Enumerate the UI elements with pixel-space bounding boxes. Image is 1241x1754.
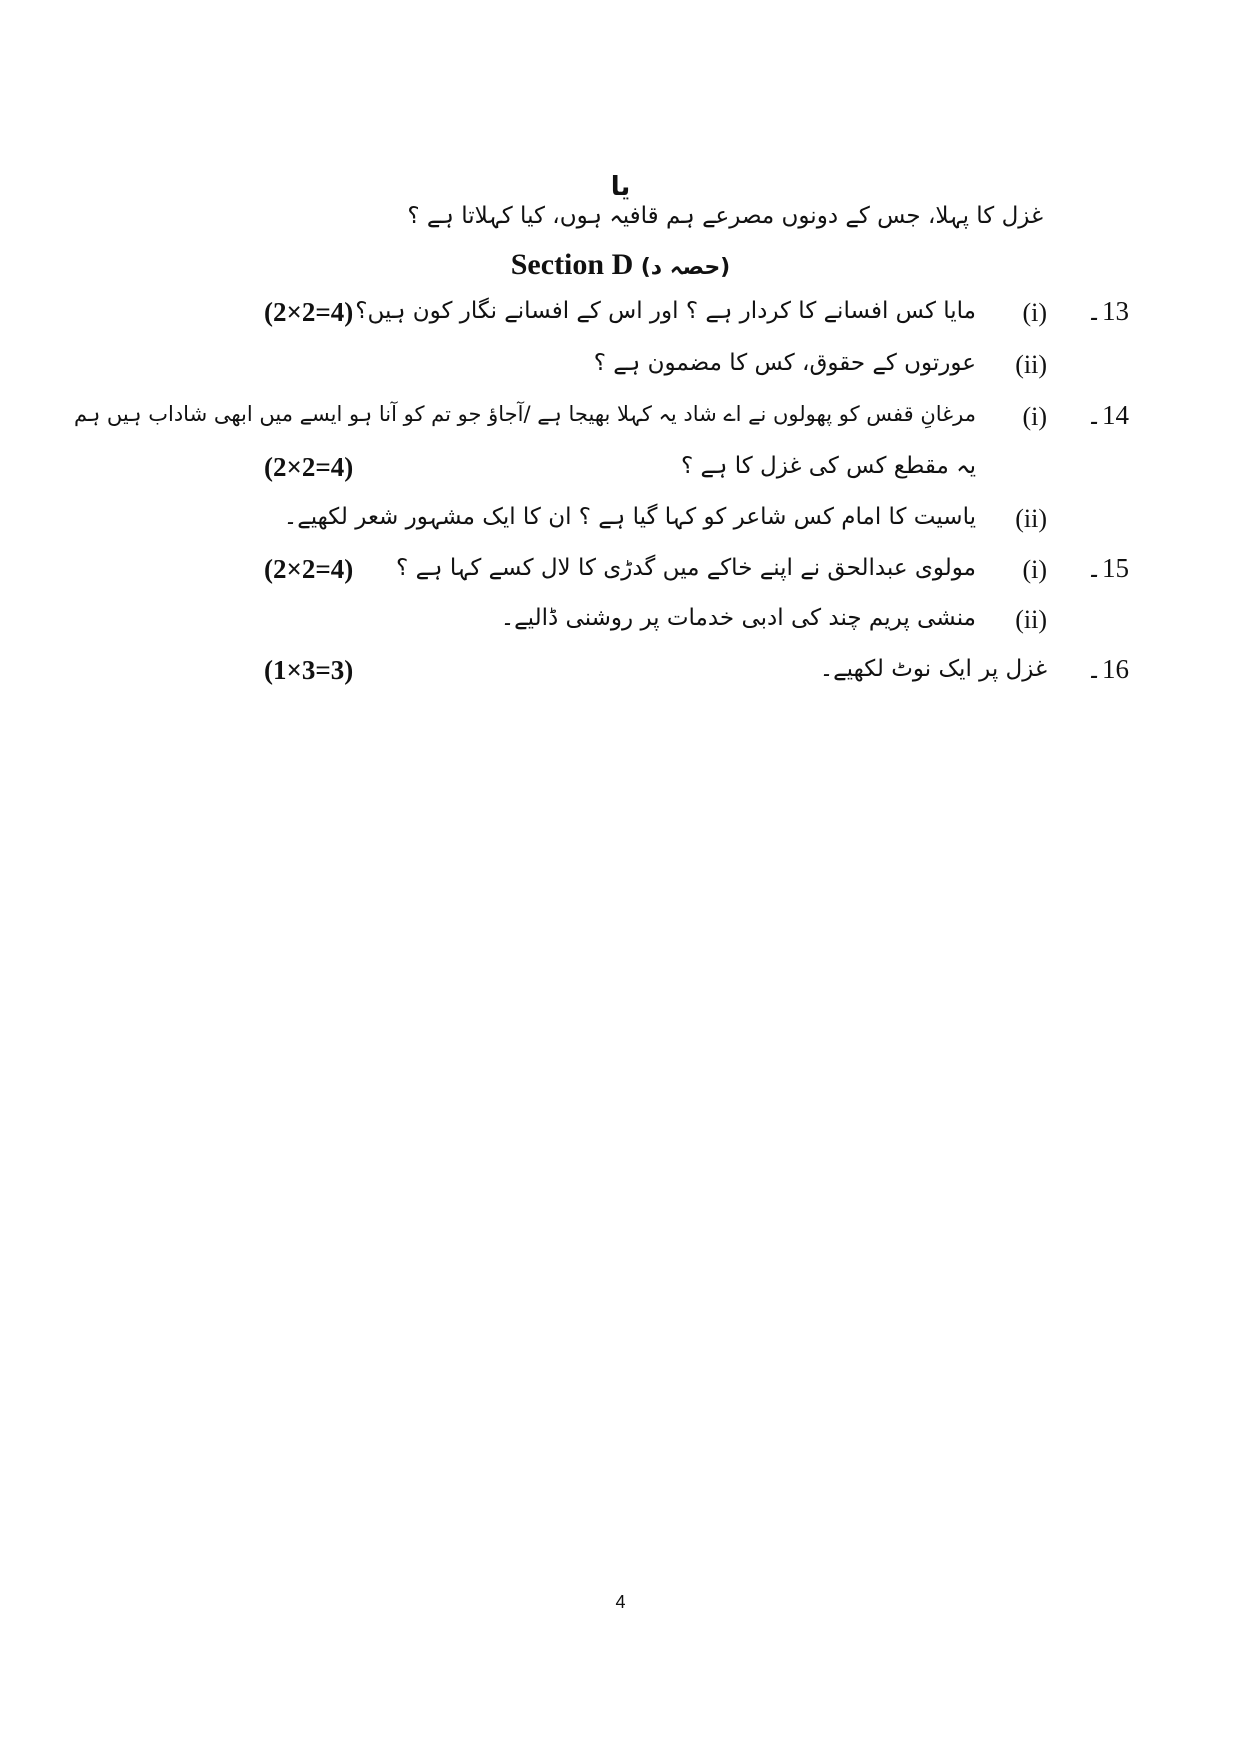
section-heading	[0, 248, 1241, 282]
q15-marks: (2×2=4)	[264, 554, 354, 584]
q13-part-ii-text: عورتوں کے حقوق، کس کا مضمون ہے ؟	[593, 350, 976, 376]
q14-part-ii-label: (ii)	[1015, 504, 1047, 533]
q14-part-ii-text: یاسیت کا امام کس شاعر کو کہا گیا ہے ؟ ان کا ایک مشہور شعر لکھیے۔	[283, 504, 976, 530]
q15-part-ii-label: (ii)	[1015, 605, 1047, 634]
q14-part-i-label: (i)	[1022, 402, 1047, 431]
q13-part-i-text: مایا کس افسانے کا کردار ہے ؟ اور اس کے افسانے نگار کون ہیں؟	[355, 298, 976, 324]
question-number-13: 13۔	[1086, 296, 1129, 326]
q15-part-i-text: مولوی عبدالحق نے اپنے خاکے میں گدڑی کا لال کسے کہا ہے ؟	[396, 555, 976, 581]
q16-marks: (1×3=3)	[264, 655, 354, 685]
page-number: 4	[615, 1592, 626, 1612]
q14-marks: (2×2=4)	[264, 452, 354, 482]
question-number-15: 15۔	[1086, 553, 1129, 583]
section-heading-urdu: (حصہ د)	[640, 255, 731, 280]
q15-part-i-label: (i)	[1022, 555, 1047, 584]
q16-text: غزل پر ایک نوٹ لکھیے۔	[819, 656, 1047, 682]
q14-part-i-text: مرغانِ قفس کو پھولوں نے اے شاد یہ کہلا بھیجا ہے /آجاؤ جو تم کو آنا ہو ایسے میں ابھی شاداب ہیں ہم	[73, 402, 976, 426]
section-heading-english: Section D	[510, 248, 634, 281]
q13-part-i-label: (i)	[1022, 298, 1047, 327]
or-label: یا	[610, 172, 631, 202]
or-question-text: غزل کا پہلا، جس کے دونوں مصرعے ہم قافیہ ہوں، کیا کہلاتا ہے ؟	[407, 203, 1043, 229]
q13-marks: (2×2=4)	[264, 297, 354, 327]
q15-part-ii-text: منشی پریم چند کی ادبی خدمات پر روشنی ڈالیے۔	[500, 605, 976, 631]
question-number-14: 14۔	[1086, 400, 1129, 430]
question-number-16: 16۔	[1086, 654, 1129, 684]
q13-part-ii-label: (ii)	[1015, 350, 1047, 379]
q14-part-i-continuation: یہ مقطع کس کی غزل کا ہے ؟	[680, 453, 976, 479]
